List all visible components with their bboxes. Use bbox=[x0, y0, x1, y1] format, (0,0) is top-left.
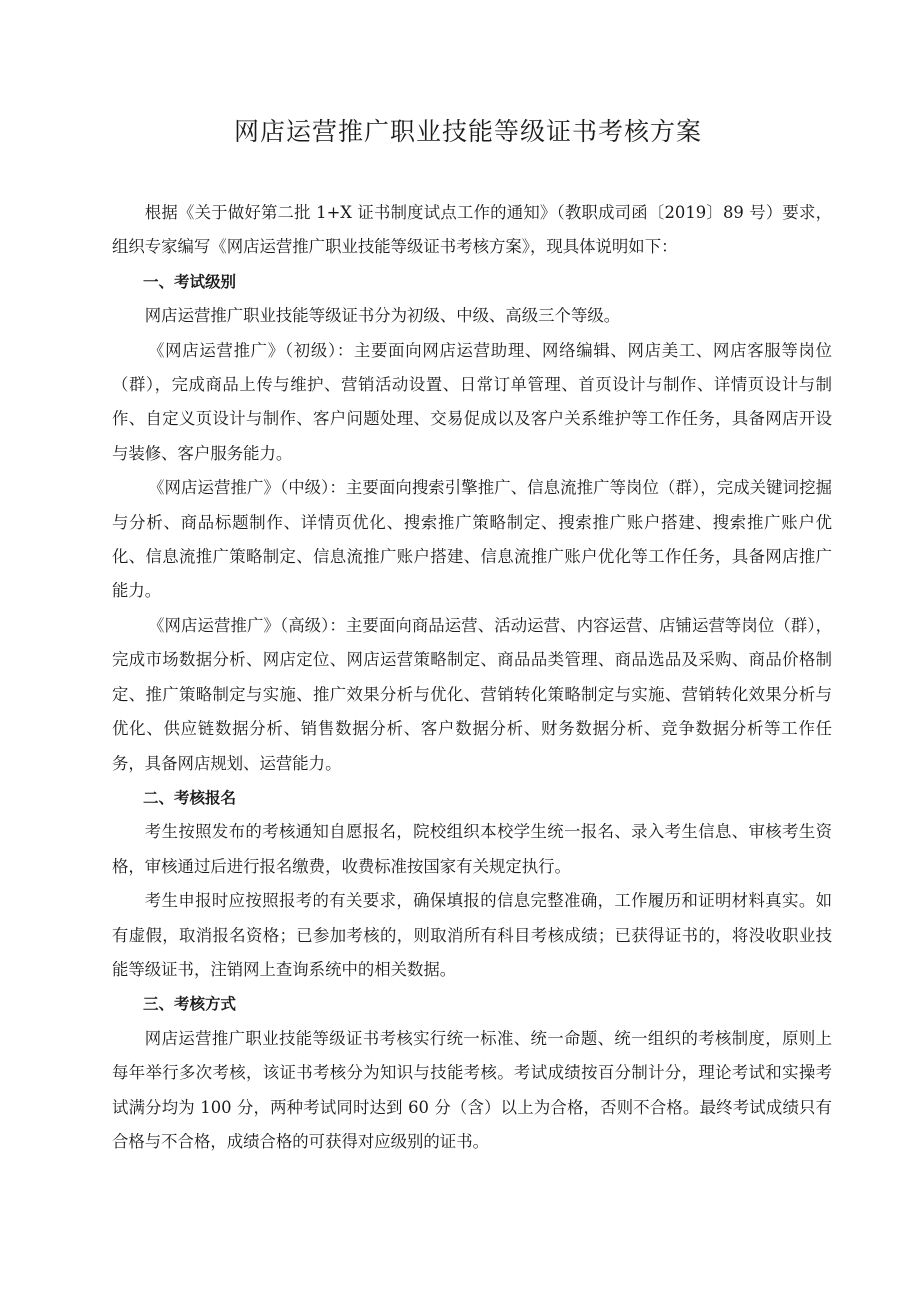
paragraph-level-intermediate: 《网店运营推广》（中级）：主要面向搜索引擎推广、信息流推广等岗位（群），完成关键词挖掘与分析、商品标题制作、详情页优化、搜索推广策略制定、搜索推广账户搭建、搜索推广账户优化、信息流推广策略制定、信息流推广账户搭建、信息流推广账户优化等工作任务，具备网店推广能力。 bbox=[112, 478, 832, 601]
paragraph-levels-overview: 网店运营推广职业技能等级证书分为初级、中级、高级三个等级。 bbox=[144, 306, 621, 326]
intro-paragraph: 根据《关于做好第二批 1+X 证书制度试点工作的通知》（教职成司函〔2019〕89 号）要求，组织专家编写《网店运营推广职业技能等级证书考核方案》，现具体说明如下： bbox=[112, 203, 832, 257]
section-heading-registration: 二、考核报名 bbox=[143, 788, 237, 807]
paragraph-registration-requirements: 考生申报时应按照报考的有关要求，确保填报的信息完整准确，工作履历和证明材料真实。如有虚假，取消报名资格；已参加考核的，则取消所有科目考核成绩；已获得证书的，将没收职业技能等级证书，注销网上查询系统中的相关数据。 bbox=[112, 891, 832, 979]
section-heading-exam-method: 三、考核方式 bbox=[143, 995, 237, 1014]
document-body bbox=[112, 196, 832, 1159]
document-title: 网店运营推广职业技能等级证书考核方案 bbox=[233, 117, 702, 146]
paragraph-level-senior: 《网店运营推广》（高级）：主要面向商品运营、活动运营、内容运营、店铺运营等岗位（群），完成市场数据分析、网店定位、网店运营策略制定、商品品类管理、商品选品及采购、商品价格制定、推广策略制定与实施、推广效果分析与优化、营销转化策略制定与实施、营销转化效果分析与优化、供应链数据分析、销售数据分析、客户数据分析、财务数据分析、竞争数据分析等工作任务，具备网店规划、运营能力。 bbox=[112, 615, 832, 773]
paragraph-registration-process: 考生按照发布的考核通知自愿报名，院校组织本校学生统一报名、录入考生信息、审核考生资格，审核通过后进行报名缴费，收费标准按国家有关规定执行。 bbox=[112, 822, 832, 876]
paragraph-level-junior: 《网店运营推广》（初级）：主要面向网店运营助理、网络编辑、网店美工、网店客服等岗位（群），完成商品上传与维护、营销活动设置、日常订单管理、首页设计与制作、详情页设计与制作、自定义页设计与制作、客户问题处理、交易促成以及客户关系维护等工作任务，具备网店开设与装修、客户服务能力。 bbox=[112, 340, 832, 463]
paragraph-exam-method: 网店运营推广职业技能等级证书考核实行统一标准、统一命题、统一组织的考核制度，原则上每年举行多次考核，该证书考核分为知识与技能考核。考试成绩按百分制计分，理论考试和实操考试满分均为 100 分，两种考试同时达到 60 分（含）以上为合格，否则不合格。最终考试成绩只有合格与不合格，成绩合格的可获得对应级别的证书。 bbox=[112, 1028, 832, 1151]
section-heading-exam-levels: 一、考试级别 bbox=[143, 272, 237, 291]
